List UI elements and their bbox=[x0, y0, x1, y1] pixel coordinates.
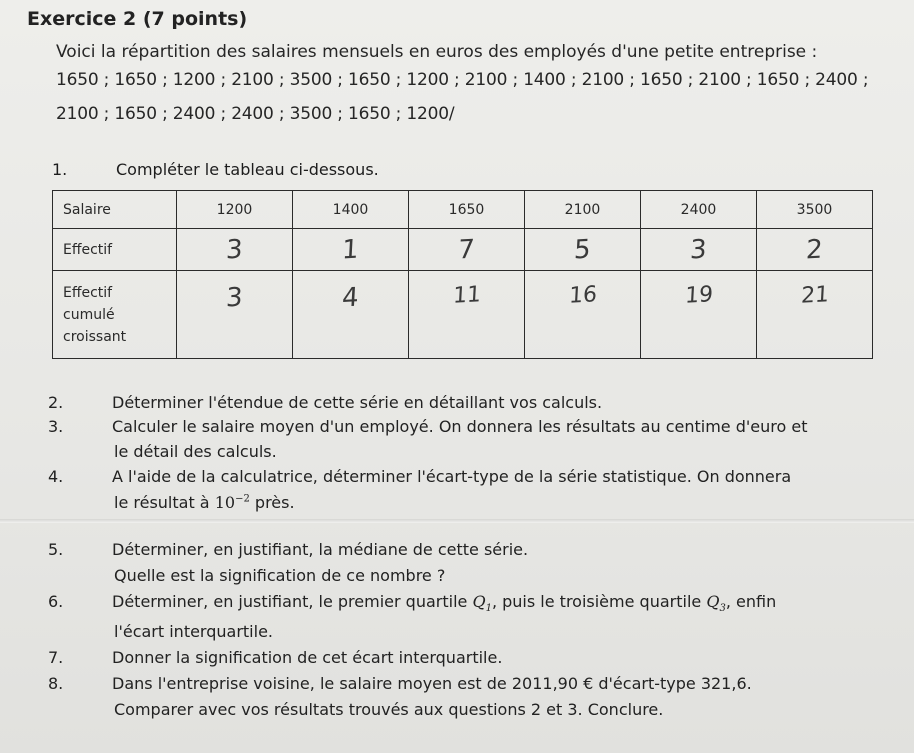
handwritten-answer: 2 bbox=[805, 234, 824, 265]
question-number: 2. bbox=[48, 393, 64, 412]
effectif-cell bbox=[641, 229, 757, 271]
power-base: 10 bbox=[214, 493, 236, 512]
handwritten-answer: 21 bbox=[799, 282, 830, 309]
question-number: 6. bbox=[48, 592, 64, 611]
quartile-index: 1 bbox=[485, 603, 492, 615]
question-text: près. bbox=[254, 493, 295, 512]
question-5-continuation: Quelle est la signification de ce nombre ? bbox=[114, 566, 446, 585]
salary-cell: 3500 bbox=[757, 191, 873, 229]
question-text: Calculer le salaire moyen d'un employé. On donnera les résultats au centime d'euro et bbox=[112, 417, 808, 436]
question-8 bbox=[48, 674, 752, 693]
cumule-cell bbox=[177, 271, 293, 359]
quartile-q1 bbox=[472, 592, 492, 615]
question-4 bbox=[48, 467, 791, 486]
handwritten-answer: 3 bbox=[689, 234, 708, 265]
question-text: le résultat à bbox=[114, 493, 210, 512]
salary-cell: 1400 bbox=[293, 191, 409, 229]
salary-cell: 1650 bbox=[409, 191, 525, 229]
question-text: Déterminer, en justifiant, le premier quartile bbox=[112, 592, 468, 611]
row-header-effectif: Effectif bbox=[53, 229, 177, 271]
row-header-salaire: Salaire bbox=[53, 191, 177, 229]
power-exponent: −2 bbox=[235, 493, 250, 505]
cumule-cell bbox=[409, 271, 525, 359]
quartile-letter: Q bbox=[472, 592, 486, 611]
question-3 bbox=[48, 417, 807, 436]
handwritten-answer: 3 bbox=[225, 282, 244, 314]
question-4-continuation bbox=[114, 493, 295, 512]
effectif-cell bbox=[293, 229, 409, 271]
effectif-cell bbox=[177, 229, 293, 271]
quartile-letter: Q bbox=[706, 592, 720, 611]
question-7 bbox=[48, 648, 502, 667]
effectif-cell bbox=[409, 229, 525, 271]
effectif-cell bbox=[757, 229, 873, 271]
power-of-ten bbox=[215, 493, 250, 512]
cumule-cell bbox=[757, 271, 873, 359]
handwritten-answer: 1 bbox=[341, 234, 360, 265]
handwritten-answer: 19 bbox=[683, 282, 714, 309]
row-header-line: cumulé bbox=[63, 306, 115, 323]
salary-cell: 1200 bbox=[177, 191, 293, 229]
salary-series-line-1: 1650 ; 1650 ; 1200 ; 2100 ; 3500 ; 1650 ; 1200 ; 2100 ; 1400 ; 2100 ; 1650 ; 2100 ; 1650 ; 2400 ; bbox=[56, 70, 869, 90]
question-2 bbox=[48, 393, 602, 412]
exercise-title: Exercice 2 (7 points) bbox=[27, 8, 248, 30]
intro-text: Voici la répartition des salaires mensuels en euros des employés d'une petite entreprise : bbox=[56, 42, 818, 62]
question-text: Déterminer, en justifiant, la médiane de cette série. bbox=[112, 540, 529, 559]
question-text: , enfin bbox=[725, 592, 777, 611]
question-8-continuation: Comparer avec vos résultats trouvés aux questions 2 et 3. Conclure. bbox=[114, 700, 664, 719]
question-text: Déterminer l'étendue de cette série en détaillant vos calculs. bbox=[112, 393, 603, 412]
row-header-line: croissant bbox=[63, 328, 127, 345]
row-header-line: Effectif bbox=[63, 284, 113, 301]
cumule-cell bbox=[525, 271, 641, 359]
handwritten-answer: 3 bbox=[225, 234, 244, 265]
table-row-effectif bbox=[53, 229, 873, 271]
cumule-cell bbox=[293, 271, 409, 359]
question-number: 7. bbox=[48, 648, 64, 667]
table-row-effectif-cumule bbox=[53, 271, 873, 359]
effectif-cell bbox=[525, 229, 641, 271]
question-5 bbox=[48, 540, 528, 559]
handwritten-answer: 11 bbox=[451, 282, 482, 309]
question-number: 5. bbox=[48, 540, 64, 559]
handwritten-answer: 16 bbox=[567, 282, 598, 309]
table-row-salaire bbox=[53, 191, 873, 229]
row-header-effectif-cumule bbox=[53, 271, 177, 359]
question-number: 1. bbox=[52, 160, 68, 179]
question-1 bbox=[52, 160, 379, 179]
handwritten-answer: 4 bbox=[341, 282, 360, 314]
quartile-q3 bbox=[706, 592, 726, 615]
question-text: Donner la signification de cet écart interquartile. bbox=[112, 648, 503, 667]
question-text: , puis le troisième quartile bbox=[491, 592, 702, 611]
handwritten-answer: 7 bbox=[457, 234, 476, 265]
salary-cell: 2400 bbox=[641, 191, 757, 229]
handwritten-answer: 5 bbox=[573, 234, 592, 265]
salary-cell: 2100 bbox=[525, 191, 641, 229]
question-6 bbox=[48, 592, 776, 614]
question-number: 4. bbox=[48, 467, 64, 486]
question-6-continuation: l'écart interquartile. bbox=[114, 622, 273, 641]
question-text: Compléter le tableau ci-dessous. bbox=[116, 160, 379, 179]
question-3-continuation: le détail des calculs. bbox=[114, 442, 277, 461]
quartile-index: 3 bbox=[719, 603, 726, 615]
cumule-cell bbox=[641, 271, 757, 359]
question-number: 3. bbox=[48, 417, 64, 436]
frequency-table bbox=[52, 190, 873, 359]
question-text: A l'aide de la calculatrice, déterminer l'écart-type de la série statistique. On donnera bbox=[112, 467, 792, 486]
salary-series-line-2: 2100 ; 1650 ; 2400 ; 2400 ; 3500 ; 1650 ; 1200/ bbox=[56, 104, 455, 124]
question-text: Dans l'entreprise voisine, le salaire moyen est de 2011,90 € d'écart-type 321,6. bbox=[112, 674, 752, 693]
question-number: 8. bbox=[48, 674, 64, 693]
page-fold bbox=[0, 519, 914, 523]
